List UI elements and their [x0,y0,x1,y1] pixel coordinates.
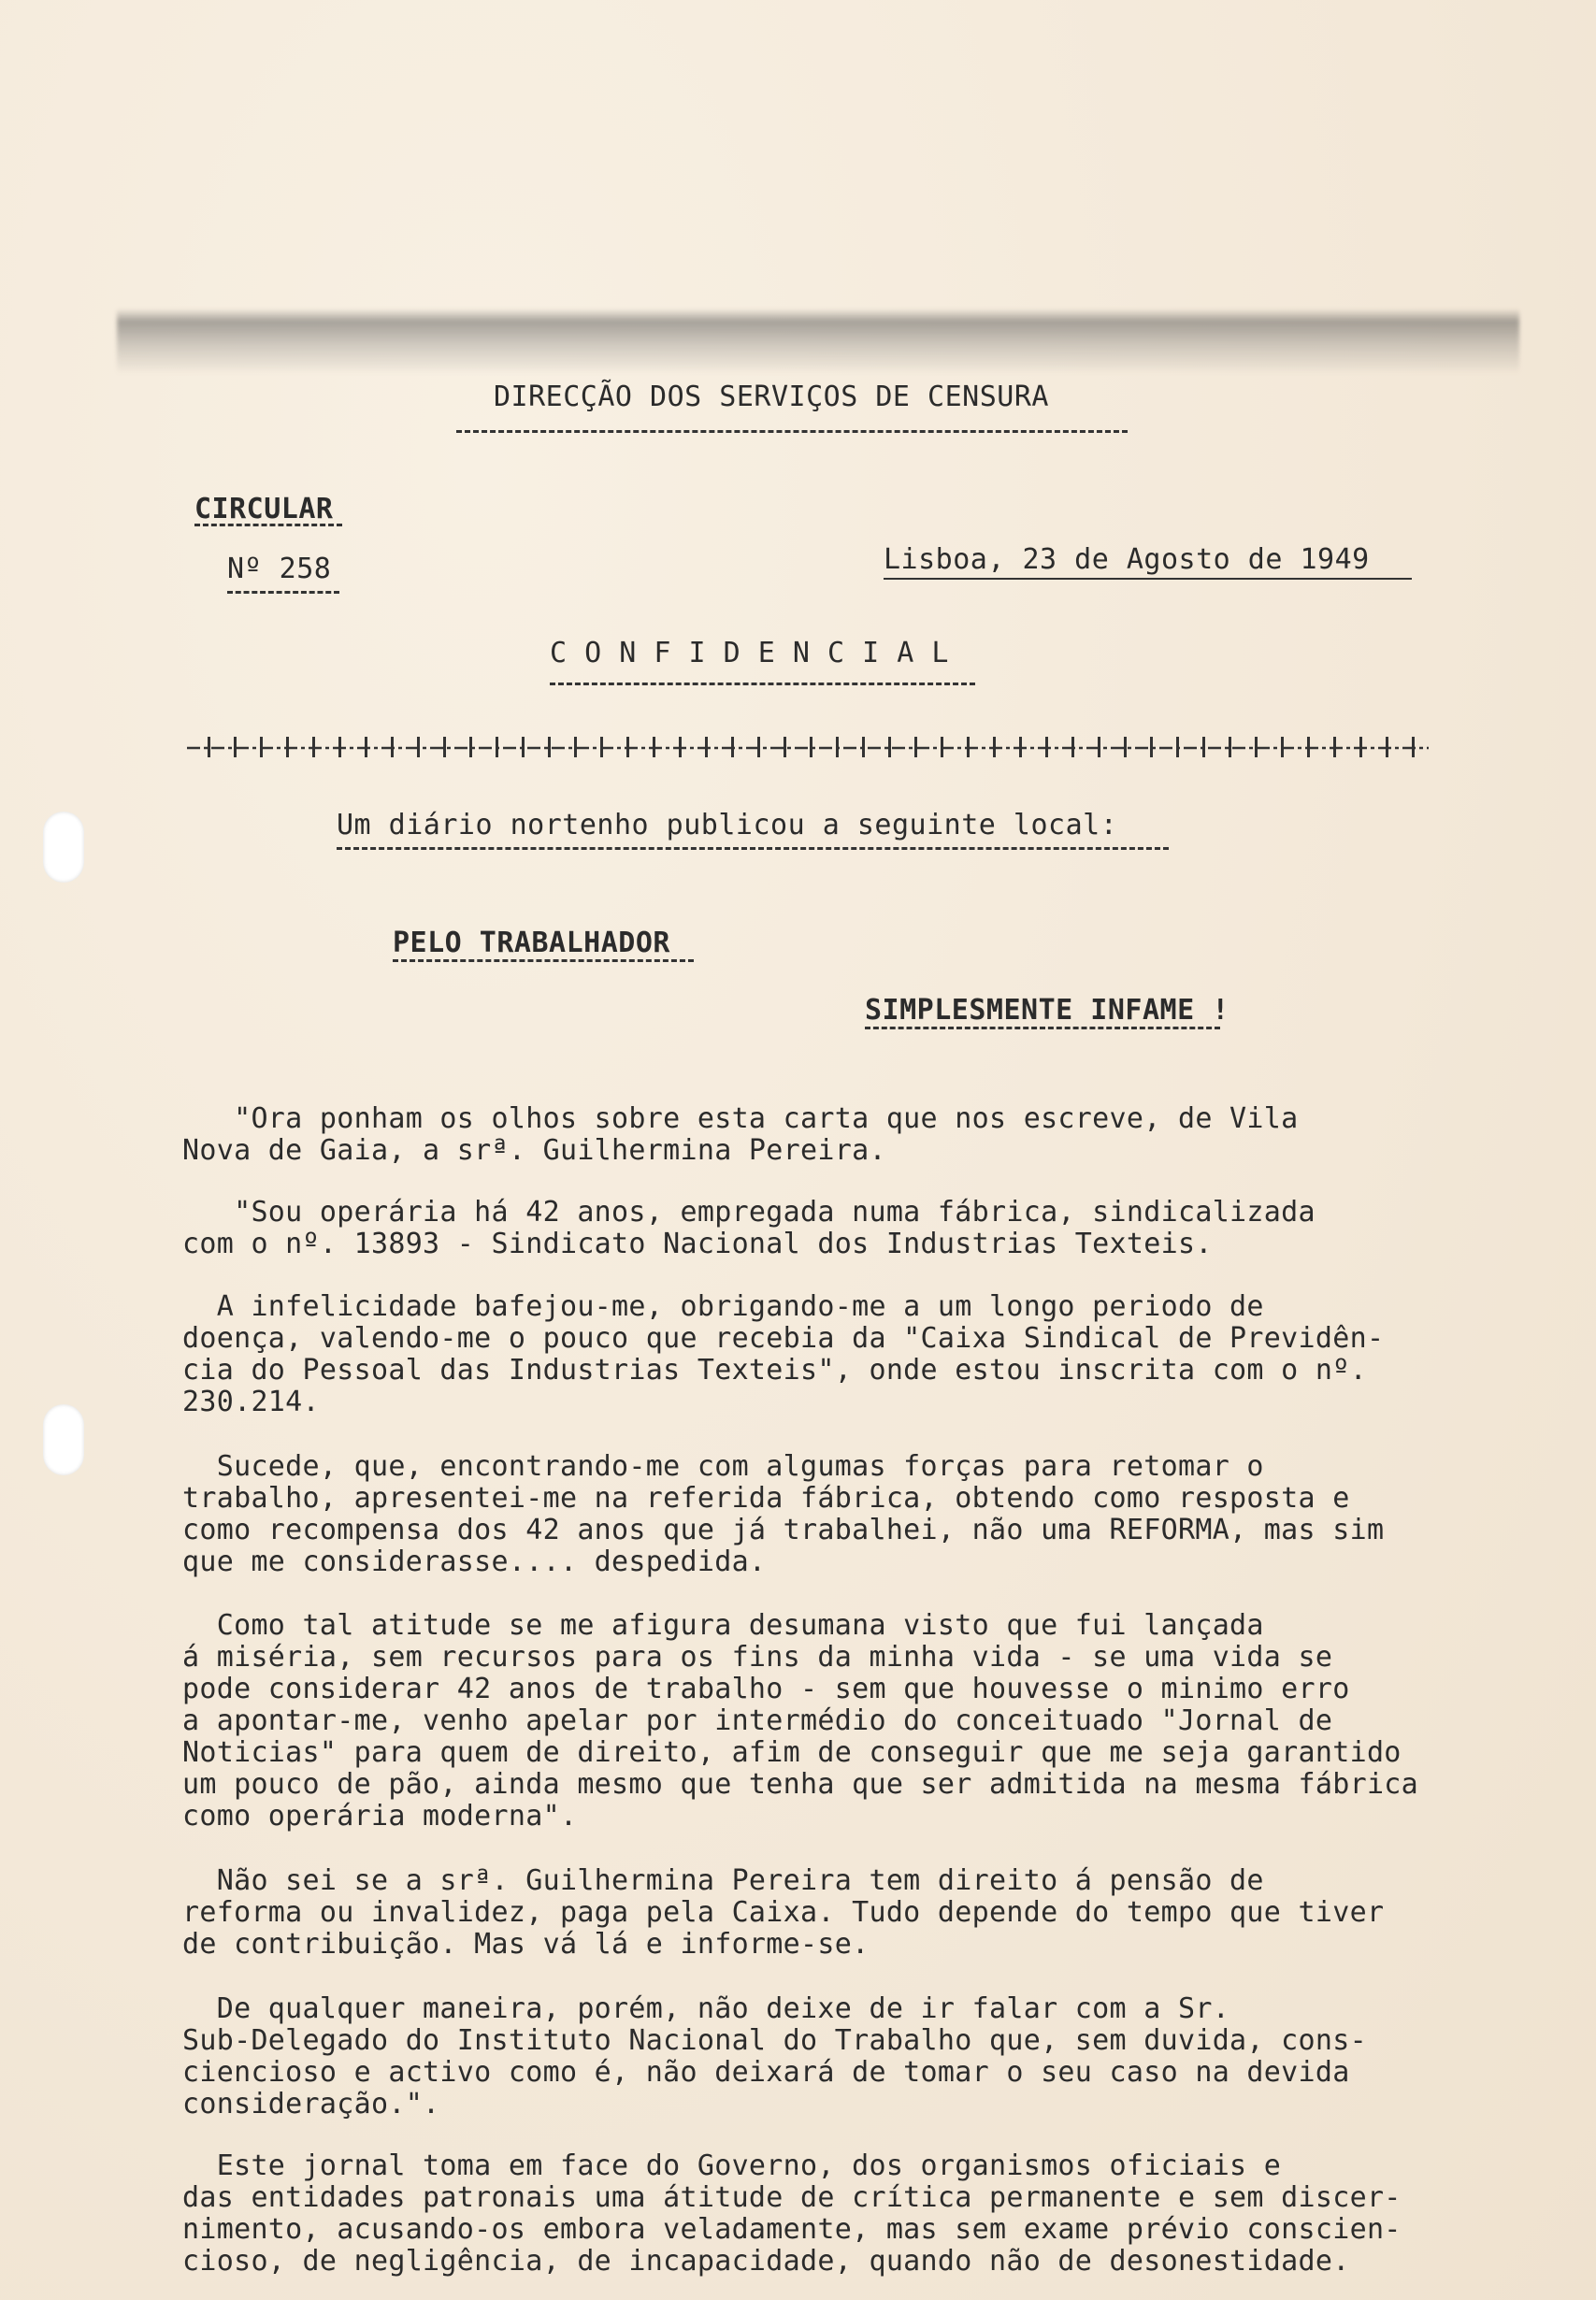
article-title: PELO TRABALHADOR [393,927,670,959]
text-line: "Ora ponham os olhos sobre esta carta que nos escreve, de Vila [182,1102,1299,1135]
text-line: um pouco de pão, ainda mesmo que tenha que ser admitida na mesma fábrica [182,1768,1419,1801]
text-line: Não sei se a srª. Guilhermina Pereira tem direito á pensão de [182,1864,1264,1897]
text-line: consideração.". [182,2088,440,2120]
text-line: Sucede, que, encontrando-me com algumas forças para retomar o [182,1450,1264,1483]
paragraph-7 [182,1993,1538,2120]
circular-label-rule [194,524,342,526]
place-date: Lisboa, 23 de Agosto de 1949 [884,543,1370,576]
circular-number: Nº 258 [227,553,332,585]
text-line: 230.214. [182,1386,320,1418]
text-line: reforma ou invalidez, paga pela Caixa. Tudo depende do tempo que tiver [182,1896,1385,1929]
text-line: a apontar-me, venho apelar por intermédio do conceituado "Jornal de [182,1704,1333,1737]
text-line: De qualquer maneira, porém, não deixe de ir falar com a Sr. [182,1992,1230,2025]
text-line: Como tal atitude se me afigura desumana visto que fui lançada [182,1609,1264,1642]
paragraph-2 [182,1197,1538,1260]
text-line: "Sou operária há 42 anos, empregada numa fábrica, sindicalizada [182,1196,1316,1229]
text-line: pode considerar 42 anos de trabalho - sem que houvesse o minimo erro [182,1673,1350,1705]
punch-hole-bottom [43,1404,84,1475]
text-line: Este jornal toma em face do Governo, dos organismos oficiais e [182,2149,1282,2182]
text-line: Noticias" para quem de direito, afim de conseguir que me seja garantido [182,1736,1402,1769]
paragraph-8 [182,2150,1538,2278]
circular-label: CIRCULAR [194,493,334,525]
punch-hole-top [43,812,84,883]
circular-number-rule [227,591,339,594]
text-line: como operária moderna". [182,1800,578,1833]
article-subtitle-rule [865,1027,1220,1029]
text-line: das entidades patronais uma átitude de crítica permanente e sem discer- [182,2181,1402,2214]
paragraph-6 [182,1865,1538,1961]
classification: C O N F I D E N C I A L [550,637,949,669]
text-line: com o nº. 13893 - Sindicato Nacional dos Industrias Texteis. [182,1228,1213,1260]
paragraph-1 [182,1103,1538,1167]
text-line: trabalho, apresentei-me na referida fábrica, obtendo como resposta e [182,1482,1350,1515]
print-smudge [117,309,1519,374]
office-heading-rule [456,430,1128,433]
text-line: cia do Pessoal das Industrias Texteis", onde estou inscrita com o nº. [182,1354,1367,1387]
text-line: de contribuição. Mas vá lá e informe-se. [182,1928,870,1961]
article-title-rule [393,959,694,962]
classification-rule [550,683,975,685]
text-line: que me considerasse.... despedida. [182,1545,767,1578]
paragraph-3 [182,1291,1538,1418]
article-subtitle: SIMPLESMENTE INFAME ! [865,994,1229,1027]
text-line: cioso, de negligência, de incapacidade, quando não de desonestidade. [182,2245,1350,2278]
paragraph-4 [182,1451,1538,1578]
text-line: ciencioso e activo como é, não deixará de tomar o seu caso na devida [182,2056,1350,2089]
intro-line: Um diário nortenho publicou a seguinte local: [337,809,1118,841]
paragraph-5 [182,1610,1538,1833]
office-heading: DIRECÇÃO DOS SERVIÇOS DE CENSURA [494,381,1049,413]
text-line: á miséria, sem recursos para os fins da minha vida - se uma vida se [182,1641,1333,1674]
text-line: A infelicidade bafejou-me, obrigando-me a um longo periodo de [182,1290,1264,1323]
text-line: Sub-Delegado do Instituto Nacional do Trabalho que, sem duvida, cons- [182,2024,1367,2057]
text-line: Nova de Gaia, a srª. Guilhermina Pereira. [182,1134,886,1167]
text-line: doença, valendo-me o pouco que recebia da "Caixa Sindical de Previdên- [182,1322,1385,1355]
intro-rule [337,847,1169,850]
separator-crosses [187,737,1429,757]
text-line: como recompensa dos 42 anos que já trabalhei, não uma REFORMA, mas sim [182,1514,1385,1546]
place-date-rule [884,578,1412,580]
text-line: nimento, acusando-os embora veladamente, mas sem exame prévio conscien- [182,2213,1402,2246]
